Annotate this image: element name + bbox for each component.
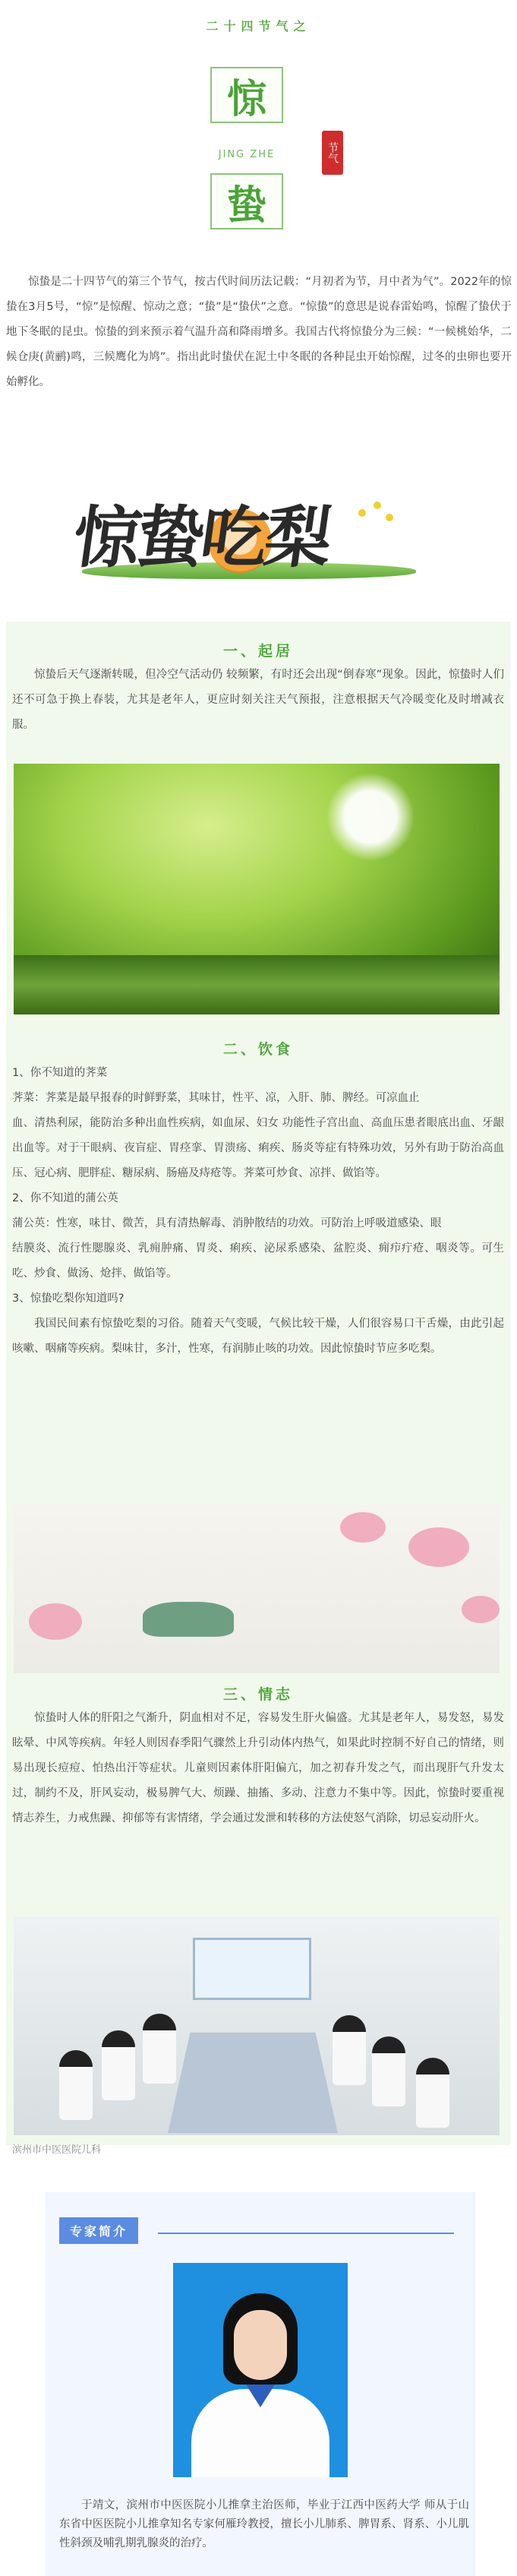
flower-icon	[358, 509, 366, 517]
staff-figure	[59, 2050, 93, 2120]
blossom-decoration	[29, 1603, 82, 1640]
expert-label: 专家简介	[59, 2217, 138, 2244]
intro-paragraph: 惊蛰是二十四节气的第三个节气，按古代时间历法记载：“月初者为节，月中者为气”。2022年的惊蛰在3月5号，“惊”是惊醒、惊动之意；“蛰”是“蛰伏”之意。“惊蛰”的意思是说春雷始鸣，惊醒了蛰伏于地下冬眠的昆虫。惊蛰的到来预示着气温升高和降雨增多。我国古代将惊蛰分为三候：“一候桃始华，二候仓庚(黄鹂)鸣，三候鹰化为鸠”。指出此时蛰伏在泥土中冬眠的各种昆虫开始惊醒，过冬的虫卵也要开始孵化。	[6, 276, 512, 388]
header-subtitle: 二十四节气之	[206, 19, 311, 33]
staff-figure	[416, 2058, 449, 2128]
staff-figure	[143, 2014, 176, 2084]
expert-portrait	[173, 2263, 348, 2477]
staff-figure	[333, 2015, 366, 2085]
photo-caption: 滨州市中医医院儿科	[12, 2144, 102, 2156]
subheading: 3、惊蛰吃梨你知道吗?	[12, 1293, 125, 1305]
department-meeting-photo	[14, 1916, 500, 2135]
flower-icon	[386, 514, 393, 521]
teaset-illustration	[143, 1602, 234, 1637]
blossom-decoration	[408, 1527, 469, 1567]
pear-blossom-photo	[14, 1505, 500, 1673]
staff-figure	[102, 2030, 135, 2100]
title-char-zhe: 蛰	[210, 173, 283, 229]
title-char-jing: 惊	[210, 67, 283, 123]
divider	[158, 2233, 454, 2234]
title-pinyin: JING ZHE	[218, 149, 276, 160]
paragraph-line: 血、清热利尿，能防治多种出血性疾病，如血尿、妇女 功能性子宫出血、高血压患者眼底出血、牙龈出血等。对于干眼病、夜盲症、胃痉挛、胃溃疡、痢疾、肠炎等症有特殊功效，另外有助于防治高血压、冠心病、肥胖症、糖尿病、肠癌及痔疮等。荠菜可炒食、凉拌、做馅等。	[12, 1117, 504, 1179]
section-paragraph	[12, 1061, 504, 1362]
paragraph-line: 蒲公英：性寒，味甘、微苦，具有清热解毒、消肿散结的功效。可防治上呼吸道感染、眼	[12, 1217, 442, 1229]
meeting-table	[168, 2033, 338, 2133]
staff-figure	[372, 2036, 405, 2106]
section-paragraph: 惊蛰时人体的肝阳之气渐升，阴血相对不足，容易发生肝火偏盛。尤其是老年人，易发怒，易发眩晕、中风等疾病。年轻人则因春季阳气骤然上升引动体内热气，如果此时控制不好自己的情绪，则易出现长痘痘、怕热出汗等症状。儿童则因素体肝阳偏亢，加之初春升发之气，而出现肝气升发太过，制约不及，肝风妄动，极易脾气大、烦躁、抽搐、多动、注意力不集中等。因此，惊蛰时要重视情志养生，力戒焦躁、抑郁等有害情绪，学会通过发泄和转移的方法使怒气消除，切忌妄动肝火。	[12, 1712, 504, 1824]
section-title-yinshi: 二、饮食	[222, 1041, 293, 1058]
subheading: 2、你不知道的蒲公英	[12, 1192, 118, 1204]
flower-icon	[374, 502, 381, 509]
section-paragraph: 惊蛰后天气逐渐转暖，但冷空气活动仍 较频繁，有时还会出现“倒春寒”现象。因此，惊蛰时人们还不可急于换上春装，尤其是老年人，更应时刻关注天气预报，注意根据天气冷暖变化及时增减衣服。	[12, 669, 504, 731]
portrait-face	[234, 2310, 287, 2380]
subheading: 1、你不知道的荠菜	[12, 1067, 108, 1079]
paragraph-line: 我国民间素有惊蛰吃梨的习俗。随着天气变暖，气候比较干燥，人们很容易口干舌燥，由此引起咳嗽、咽痛等疾病。梨味甘，多汁，性寒，有润肺止咳的功效。因此惊蛰时节应多吃梨。	[12, 1318, 504, 1355]
expert-bio: 于靖文，滨州市中医医院小儿推拿主治医师，毕业于江西中医药大学 师从于山东省中医医院小儿推拿知名专家何雁玲教授，擅长小儿肺系、脾胃系、肾系、小儿肌性斜颈及哺乳期乳腺炎的治疗。	[59, 2499, 469, 2549]
paragraph-line: 荠菜：荠菜是最早报春的时鲜野菜，其味甘，性平、凉，入肝、肺、脾经。可凉血止	[12, 1092, 420, 1104]
spring-grass-photo	[14, 764, 500, 1014]
projection-screen	[193, 1938, 311, 2000]
section-title-qingzhi: 三、情志	[222, 1686, 293, 1703]
banner-eat-pear	[67, 456, 454, 593]
blossom-decoration	[340, 1512, 386, 1543]
water-reflection	[14, 955, 500, 1014]
paragraph-line: 结膜炎、流行性腮腺炎、乳痈肿痛、胃炎、痢疾、泌尿系感染、盆腔炎、痈疖疔疮、咽炎等。可生吃、炒食、做汤、炝拌、做馅等。	[12, 1242, 504, 1280]
seal-stamp: 节气	[322, 131, 343, 175]
banner-title: 惊蛰吃梨	[68, 498, 335, 577]
section-title-qiju: 一、起居	[222, 643, 293, 660]
blossom-decoration	[462, 1596, 500, 1623]
